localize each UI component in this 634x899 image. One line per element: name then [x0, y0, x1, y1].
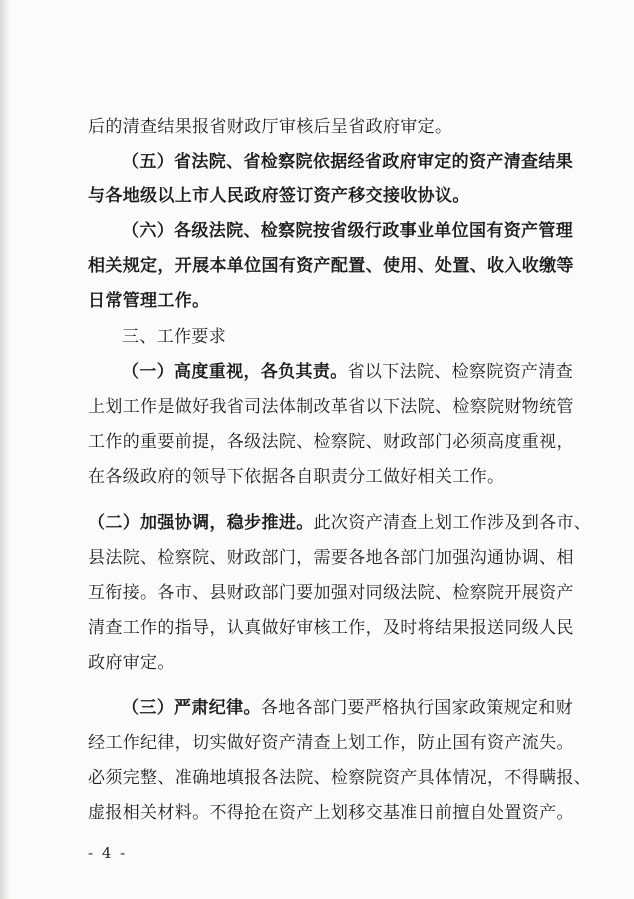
- requirement-two-line-5: 政府审定。: [88, 653, 175, 673]
- page-number: - 4 -: [88, 844, 128, 862]
- item-five-line-1: （五）省法院、省检察院依据经省政府审定的资产清查结果: [122, 152, 574, 172]
- requirement-two-line-1: [88, 512, 591, 534]
- requirement-two-line-2: 县法院、检察院、财政部门，需要各地各部门加强沟通协调、相: [88, 548, 574, 568]
- requirement-one-line-1: [122, 361, 573, 383]
- requirement-three-line-2: 经工作纪律，切实做好资产清查上划工作，防止国有资产流失。: [88, 733, 574, 753]
- requirement-three-text: 各地各部门要严格执行国家政策规定和财: [260, 698, 574, 718]
- scan-edge-shadow: [0, 0, 10, 899]
- requirement-two-text: 此次资产清查上划工作涉及到各市、: [313, 513, 592, 533]
- requirement-two-line-4: 清查工作的指导，认真做好审核工作，及时将结果报送同级人民: [88, 618, 574, 638]
- item-six-line-2: 相关规定，开展本单位国有资产配置、使用、处置、收入收缴等: [88, 256, 574, 276]
- requirement-one-text: 省以下法院、检察院资产清查: [347, 362, 574, 382]
- requirement-one-heading: （一）高度重视，各负其责。: [122, 362, 348, 382]
- requirement-two-line-3: 互衔接。各市、县财政部门要加强对同级法院、检察院开展资产: [88, 583, 574, 603]
- requirement-one-line-3: 工作的重要前提，各级法院、检察院、财政部门必须高度重视，: [88, 432, 574, 452]
- item-five-line-2: 与各地级以上市人民政府签订资产移交接收协议。: [88, 186, 470, 206]
- requirement-one-line-4: 在各级政府的领导下依据各自职责分工做好相关工作。: [88, 467, 505, 487]
- requirement-three-heading: （三）严肃纪律。: [122, 698, 261, 718]
- body-line-1: 后的清查结果报省财政厅审核后呈省政府审定。: [88, 117, 453, 137]
- requirement-three-line-3: 必须完整、准确地填报各法院、检察院资产具体情况，不得瞒报、: [88, 768, 592, 788]
- requirement-two-heading: （二）加强协调，稳步推进。: [88, 513, 314, 533]
- requirement-three-line-4: 虚报相关材料。不得抢在资产上划移交基准日前擅自处置资产。: [88, 803, 574, 823]
- item-six-line-3: 日常管理工作。: [88, 291, 210, 311]
- requirement-three-line-1: [122, 697, 573, 719]
- requirement-one-line-2: 上划工作是做好我省司法体制改革省以下法院、检察院财物统管: [88, 397, 574, 417]
- section-heading-three: 三、工作要求: [122, 327, 227, 347]
- item-six-line-1: （六）各级法院、检察院按省级行政事业单位国有资产管理: [122, 221, 574, 241]
